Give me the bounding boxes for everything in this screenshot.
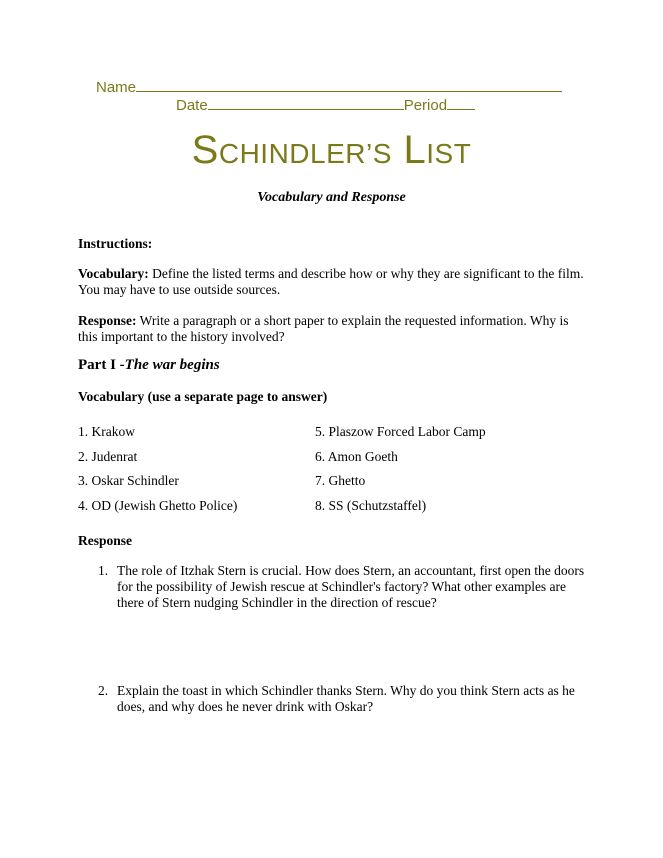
response-heading: Response [78,533,133,548]
date-period-row [176,95,475,114]
vocab-item: 2. Judenrat [78,449,138,464]
question-number: 2. [98,683,109,698]
response-instruction [78,313,588,345]
date-label: Date [176,97,208,114]
name-blank[interactable] [136,77,562,92]
name-field-row [96,77,562,96]
period-label: Period [403,97,448,114]
vocab-item: 5. Plaszow Forced Labor Camp [315,424,486,439]
vocab-item: 3. Oskar Schindler [78,473,179,488]
response-label: Response: [78,313,137,328]
question-number: 1. [98,563,109,578]
vocab-item: 6. Amon Goeth [315,449,398,464]
instructions-heading: Instructions: [78,236,153,251]
vocab-item: 7. Ghetto [315,473,366,488]
response-text: Write a paragraph or a short paper to explain the requested information. Why is this important to the history involved? [78,313,569,344]
vocabulary-instruction [78,266,588,298]
vocab-item: 8. SS (Schutzstaffel) [315,498,427,513]
part-subtitle: The war begins [124,357,220,373]
page-title: SCHINDLER’S LIST [191,128,472,172]
question-text: The role of Itzhak Stern is crucial. How does Stern, an accountant, first open the doors for the possibility of Jewish rescue at Schindler's factory? What other examples are there of Stern nudging Schindler in the direction of rescue? [117,563,585,610]
vocab-heading: Vocabulary (use a separate page to answer) [78,389,328,404]
date-blank[interactable] [208,95,404,110]
part-heading [78,357,220,374]
name-label: Name [96,79,137,96]
document-subtitle: Vocabulary and Response [257,190,406,205]
question-text: Explain the toast in which Schindler thanks Stern. Why do you think Stern acts as he does, and why does he never drink with Oskar? [117,683,575,714]
period-blank[interactable] [447,95,475,110]
vocab-item: 4. OD (Jewish Ghetto Police) [78,498,238,513]
vocab-item: 1. Krakow [78,424,135,439]
vocabulary-text: Define the listed terms and describe how or why they are significant to the film. You may have to use outside sources. [78,266,584,297]
part-label: Part I - [78,357,125,373]
vocabulary-label: Vocabulary: [78,266,149,281]
